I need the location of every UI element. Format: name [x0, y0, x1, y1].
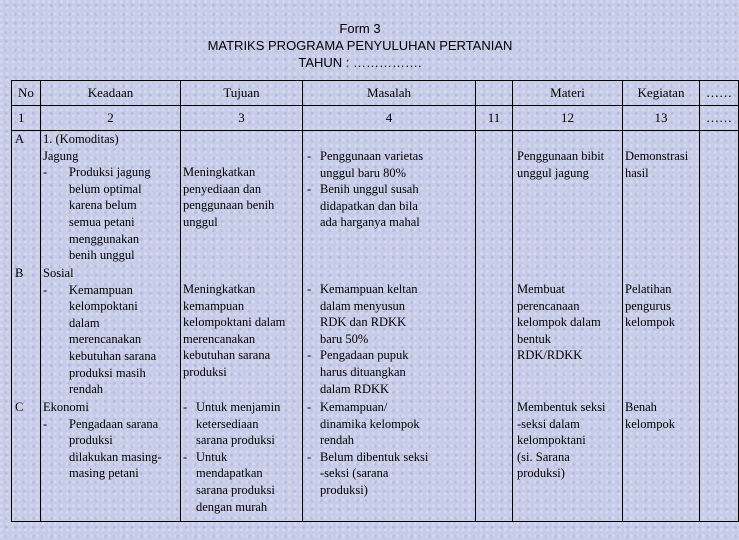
masalah-a: - Penggunaan varietas unggul baru 80% - Benih unggul susah didapatkan dan bila ada harganya mahal [307, 149, 424, 230]
keadaan-b: Sosial - Kemampuan kelompoktani dalam merencanakan kebutuhan sarana produksi masih rendah [43, 266, 157, 397]
kegiatan-b: Pelatihan pengurus kelompok [625, 282, 675, 330]
table-header-row [12, 81, 739, 106]
masalah-b: - Kemampuan keltan dalam menyusun RDK dan RDKK baru 50% - Pengadaan pupuk harus dituangkan dalam RDKK [307, 282, 418, 396]
header-cell-tujuan: Tujuan [181, 81, 303, 106]
header-cell-keadaan: Keadaan [41, 81, 181, 106]
tujuan-a: Meningkatkan penyediaan dan penggunaan benih unggul [183, 165, 275, 229]
number-cell-12: 12 [513, 106, 623, 131]
number-cell-11: 11 [476, 106, 513, 131]
tujuan-column-cell [181, 131, 303, 522]
kegiatan-a: Demonstrasi hasil [625, 149, 689, 180]
number-cell-2: 2 [41, 106, 181, 131]
materi-c: Membentuk seksi -seksi dalam kelompoktani (si. Sarana produksi) [517, 400, 606, 481]
column-11-cell [476, 131, 513, 522]
row-letter-c: C [15, 400, 24, 414]
tujuan-b: Meningkatkan kemampuan kelompoktani dalam merencanakan kebutuhan sarana produksi [183, 282, 286, 379]
kegiatan-column-cell [623, 131, 700, 522]
program-matrix-table [11, 80, 739, 522]
keadaan-c: Ekonomi - Pengadaan sarana produksi dilakukan masing- masing petani [43, 400, 162, 481]
table-body-row [12, 131, 739, 522]
materi-b: Membuat perencanaan kelompok dalam bentuk RDK/RDKK [517, 282, 601, 363]
masalah-c: - Kemampuan/ dinamika kelompok rendah - Belum dibentuk seksi -seksi (sarana produksi) [307, 400, 429, 497]
row-letter-a: A [15, 132, 25, 146]
number-cell-3: 3 [181, 106, 303, 131]
masalah-column-cell [303, 131, 476, 522]
tujuan-c: - Untuk menjamin ketersediaan sarana produksi - Untuk mendapatkan sarana produksi dengan murah [183, 400, 281, 514]
number-cell-13: 13 [623, 106, 700, 131]
keadaan-a: 1. (Komoditas) Jagung - Produksi jagung belum optimal karena belum semua petani menggunakan benih unggul [43, 132, 151, 263]
table-number-row [12, 106, 739, 131]
materi-a: Penggunaan bibit unggul jagung [517, 149, 605, 180]
header-cell-more: …… [700, 81, 739, 106]
number-cell-1: 1 [12, 106, 41, 131]
document-year: TAHUN : ……………. [298, 55, 422, 70]
more-column-cell [700, 131, 739, 522]
header-cell-no: No [12, 81, 41, 106]
header-cell-empty [476, 81, 513, 106]
keadaan-column-cell [41, 131, 181, 522]
document-title: MATRIKS PROGRAMA PENYULUHAN PERTANIAN [207, 38, 513, 53]
header-cell-masalah: Masalah [303, 81, 476, 106]
header-cell-kegiatan: Kegiatan [623, 81, 700, 106]
kegiatan-c: Benah kelompok [625, 400, 675, 431]
number-cell-4: 4 [303, 106, 476, 131]
form-label: Form 3 [339, 21, 381, 36]
header-cell-materi: Materi [513, 81, 623, 106]
no-column-cell [12, 131, 41, 522]
document-header [0, 20, 720, 71]
row-letter-b: B [15, 266, 24, 280]
number-cell-more: …… [700, 106, 739, 131]
materi-column-cell [513, 131, 623, 522]
